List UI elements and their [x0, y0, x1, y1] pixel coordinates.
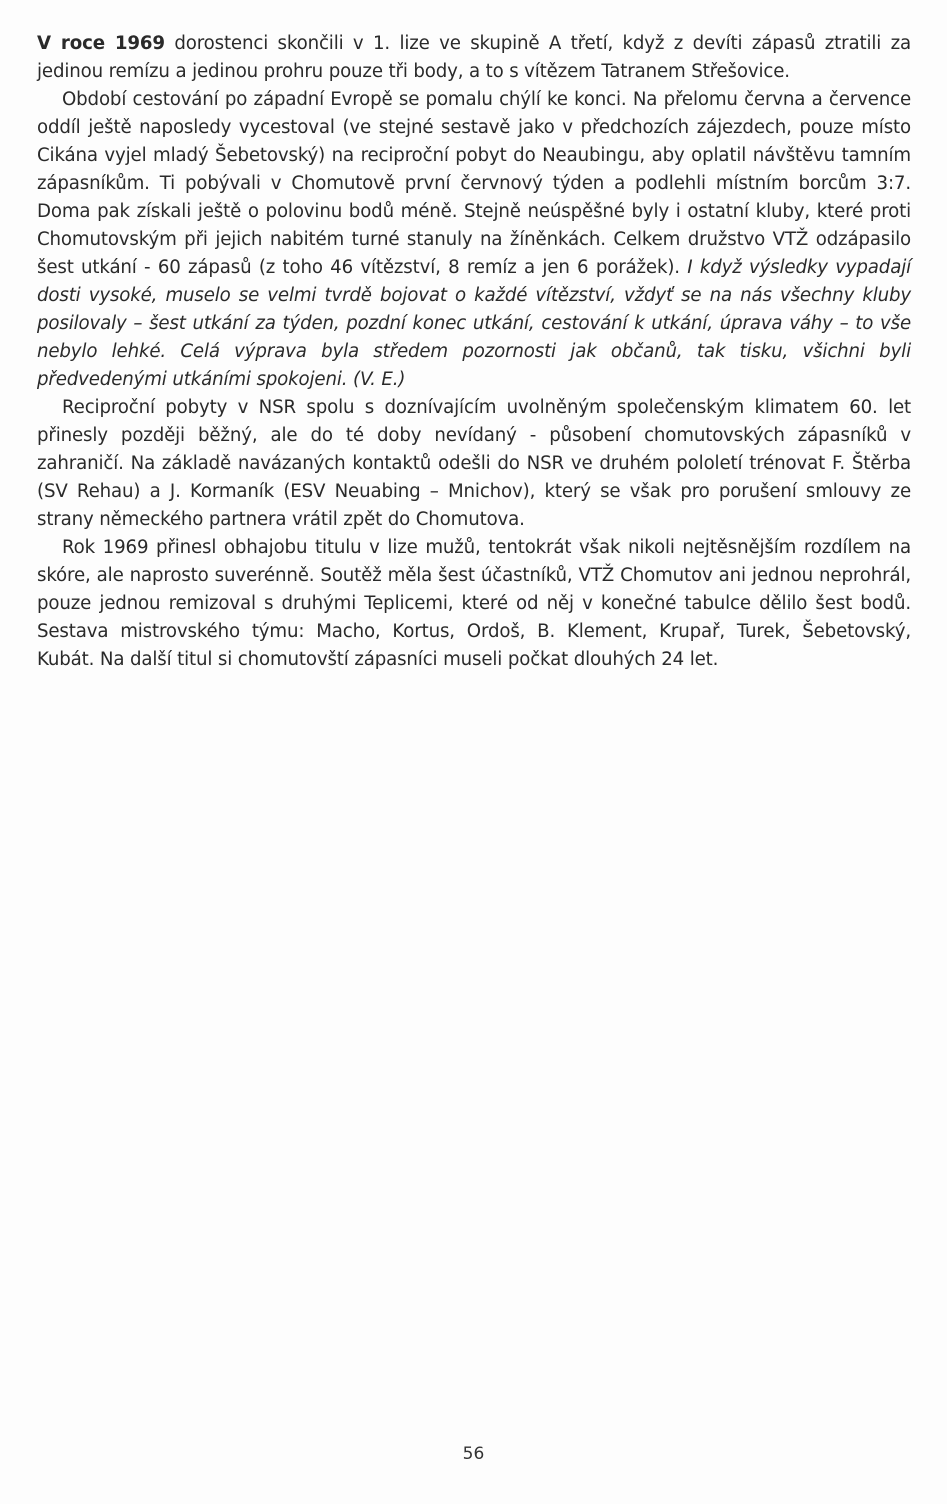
paragraph-2: [37, 86, 911, 394]
paragraph-lead: V roce 1969: [37, 33, 165, 54]
paragraph-1: [37, 30, 911, 86]
page-number: 56: [462, 1444, 485, 1464]
quotation: I když výsledky vypadají dosti vysoké, muselo se velmi tvrdě bojovat o každé vítězství, vždyť se na nás všechny kluby posilovaly – šest utkání za týden, pozdní konec utkání, cestování k utkání, úprava váhy – to vše nebylo lehké. Celá výprava byla středem pozornosti jak občanů, tak tisku, všichni byli předvedenými utkáními spokojeni. (V. E.): [37, 257, 912, 390]
body-text: [37, 30, 911, 674]
paragraph-text: Reciproční pobyty v NSR spolu s doznívajícím uvolněným společenským klimatem 60. let přinesly později běžný, ale do té doby nevídaný - působení chomutovských zápasníků v zahraničí. Na základě navázaných kontaktů odešli do NSR ve druhém pololetí trénovat F. Štěrba (SV Rehau) a J. Kormaník (ESV Neuabing – Mnichov), který se však pro porušení smlouvy ze strany německého partnera vrátil zpět do Chomutova.: [37, 397, 911, 530]
paragraph-text: Období cestování po západní Evropě se pomalu chýlí ke konci. Na přelomu června a července oddíl ještě naposledy vycestoval (ve stejné sestavě jako v předchozích zájezdech, pouze místo Cikána vyjel mladý Šebetovský) na reciproční pobyt do Neaubingu, aby oplatil návštěvu tamním zápasníkům. Ti pobývali v Chomutově první červnový týden a podlehli místním borcům 3:7. Doma pak získali ještě o polovinu bodů méně. Stejně neúspěšné byly i ostatní kluby, které proti Chomutovským při jejich nabitém turné stanuly na žíněnkách. Celkem družstvo VTŽ odzápasilo šest utkání - 60 zápasů (z toho 46 vítězství, 8 remíz a jen 6 porážek).: [37, 89, 911, 278]
paragraph-4: [37, 534, 911, 674]
paragraph-text: Rok 1969 přinesl obhajobu titulu v lize mužů, tentokrát však nikoli nejtěsnějším rozdílem na skóre, ale naprosto suverénně. Soutěž měla šest účastníků, VTŽ Chomutov ani jednou neprohrál, pouze jednou remizoval s druhými Teplicemi, které od něj v konečné tabulce dělilo šest bodů. Sestava mistrovského týmu: Macho, Kortus, Ordoš, B. Klement, Krupař, Turek, Šebetovský, Kubát. Na další titul si chomutovští zápasníci museli počkat dlouhých 24 let.: [37, 537, 911, 670]
paragraph-text: dorostenci skončili v 1. lize ve skupině A třetí, když z devíti zápasů ztratili za jedinou remízu a jedinou prohru pouze tři body, a to s vítězem Tatranem Střešovice.: [37, 33, 911, 82]
paragraph-3: [37, 394, 911, 534]
